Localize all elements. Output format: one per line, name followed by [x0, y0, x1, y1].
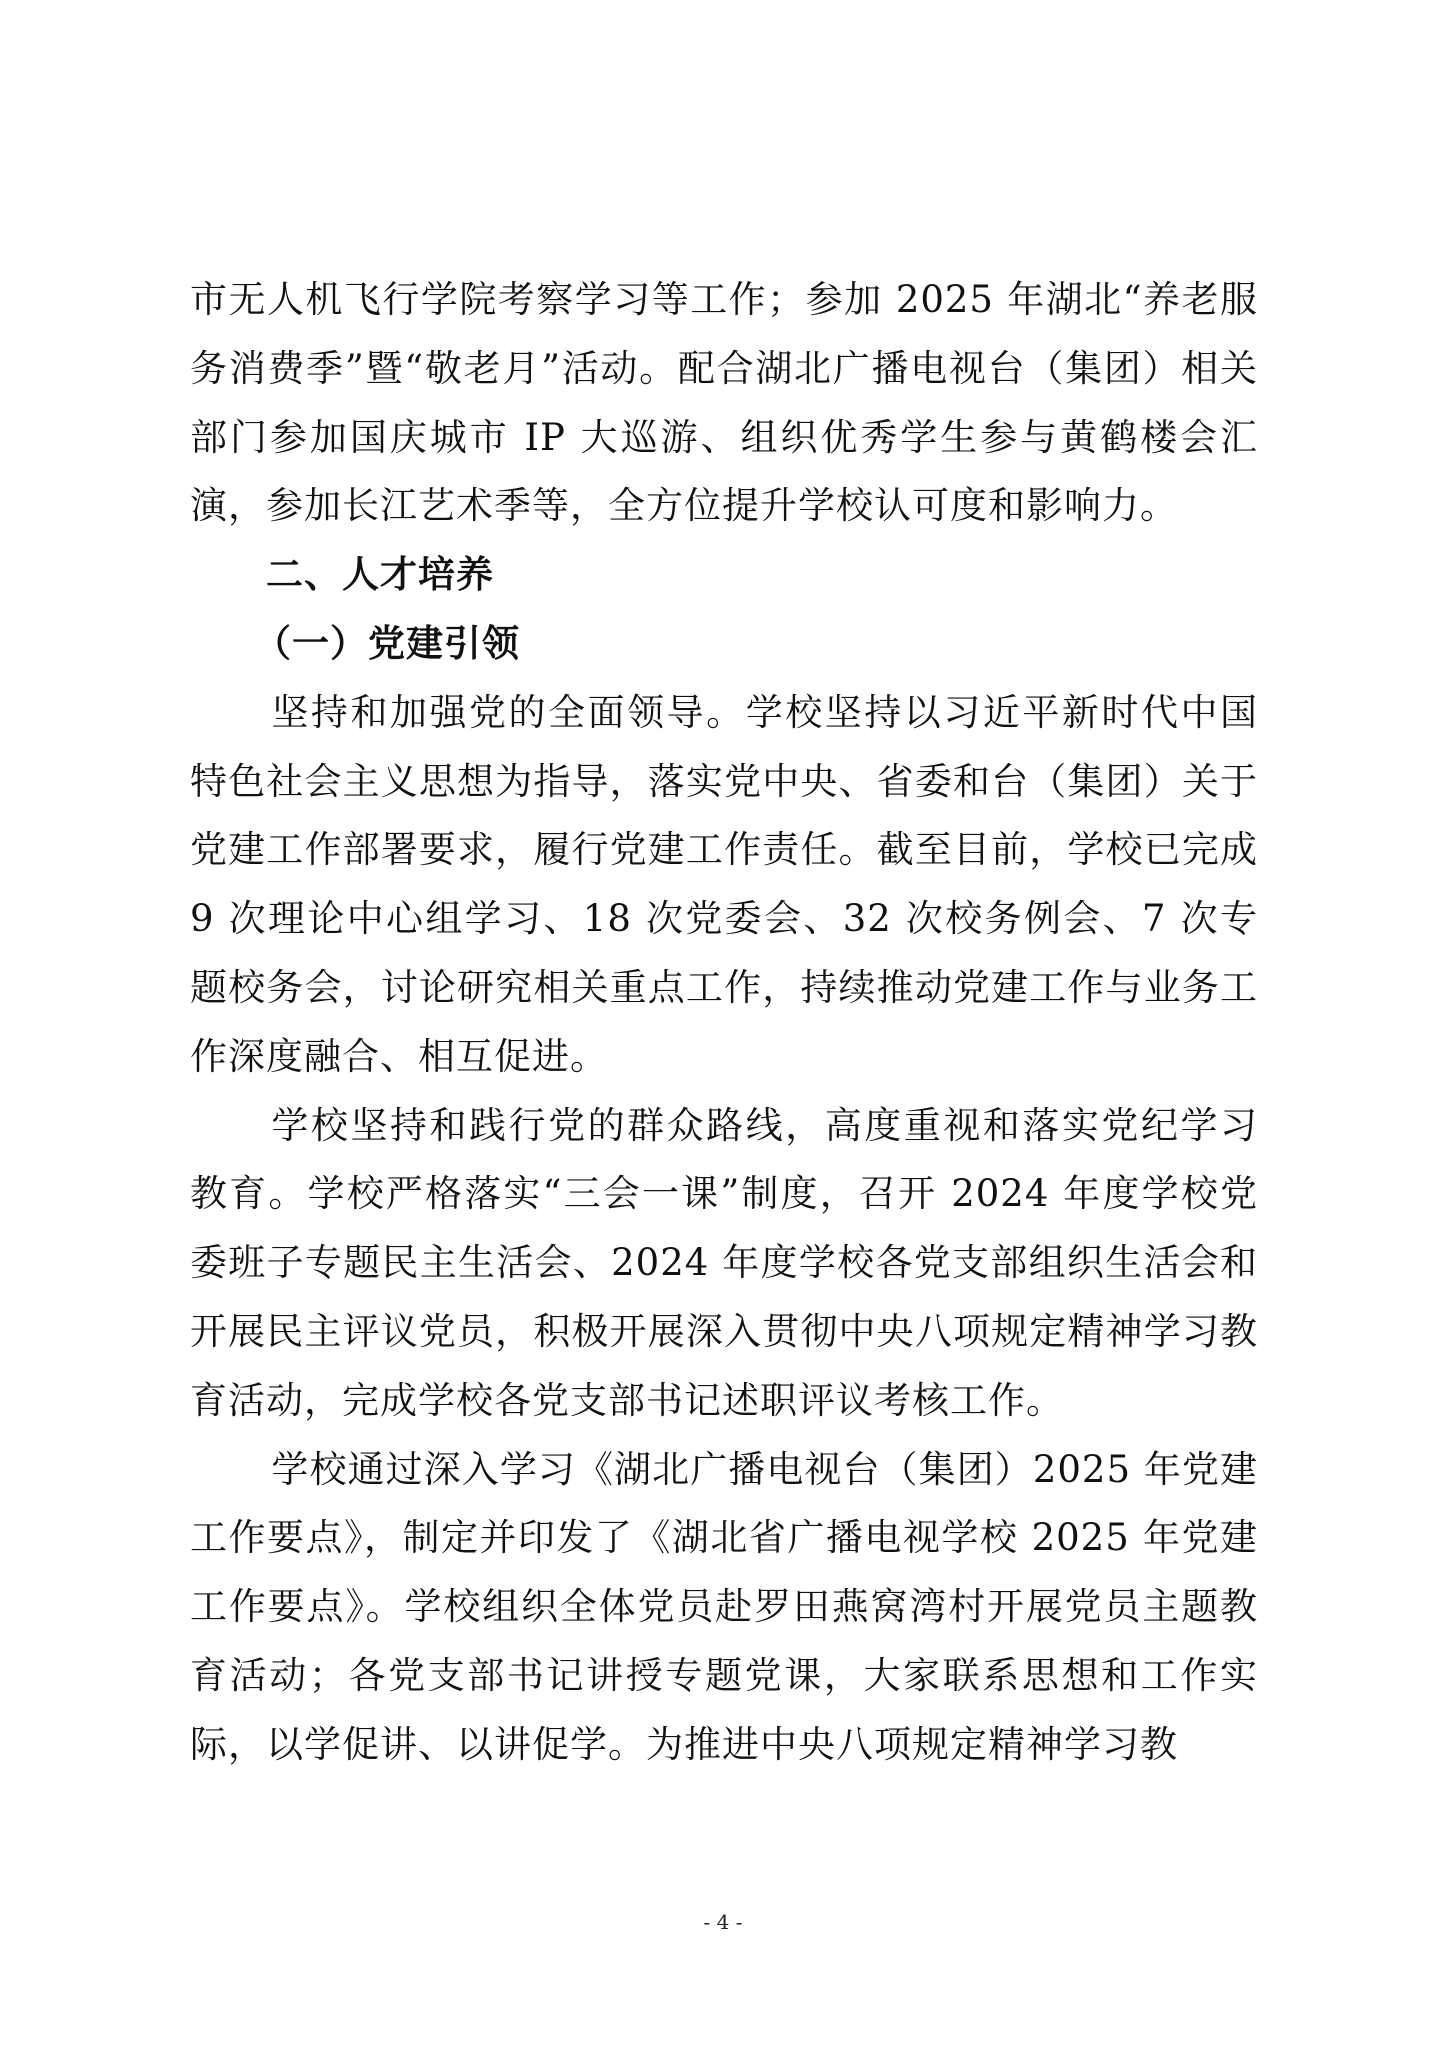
subsection-heading: （一）党建引领 — [254, 621, 520, 665]
document-body — [190, 266, 1258, 1780]
paragraph-continued: 市无人机飞行学院考察学习等工作；参加 2025 年湖北“养老服务消费季”暨“敬老月”活动。配合湖北广播电视台（集团）相关部门参加国庆城市 IP 大巡游、组织优秀学生参与黄鹤楼会汇演，参加长江艺术季等，全方位提升学校认可度和影响力。 — [190, 278, 1258, 528]
paragraph-party-leadership: 坚持和加强党的全面领导。学校坚持以习近平新时代中国特色社会主义思想为指导，落实党中央、省委和台（集团）关于党建工作部署要求，履行党建工作责任。截至目前，学校已完成 9 次理论中心组学习、18 次党委会、32 次校务例会、7 次专题校务会，讨论研究相关重点工作，持续推动党建工作与业务工作深度融合、相互促进。 — [190, 690, 1258, 1078]
section-heading: 二、人才培养 — [266, 553, 494, 597]
paragraph-party-work-points: 学校通过深入学习《湖北广播电视台（集团）2025 年党建工作要点》，制定并印发了《湖北省广播电视学校 2025 年党建工作要点》。学校组织全体党员赴罗田燕窝湾村开展党员主题教育活动；各党支部书记讲授专题党课，大家联系思想和工作实际，以学促讲、以讲促学。为推进中央八项规定精神学习教 — [190, 1447, 1258, 1766]
page-number: - 4 - — [703, 1910, 743, 1934]
paragraph-mass-line: 学校坚持和践行党的群众路线，高度重视和落实党纪学习教育。学校严格落实“三会一课”制度，召开 2024 年度学校党委班子专题民主生活会、2024 年度学校各党支部组织生活会和开展民主评议党员，积极开展深入贯彻中央八项规定精神学习教育活动，完成学校各党支部书记述职评议考核工作。 — [190, 1103, 1258, 1422]
